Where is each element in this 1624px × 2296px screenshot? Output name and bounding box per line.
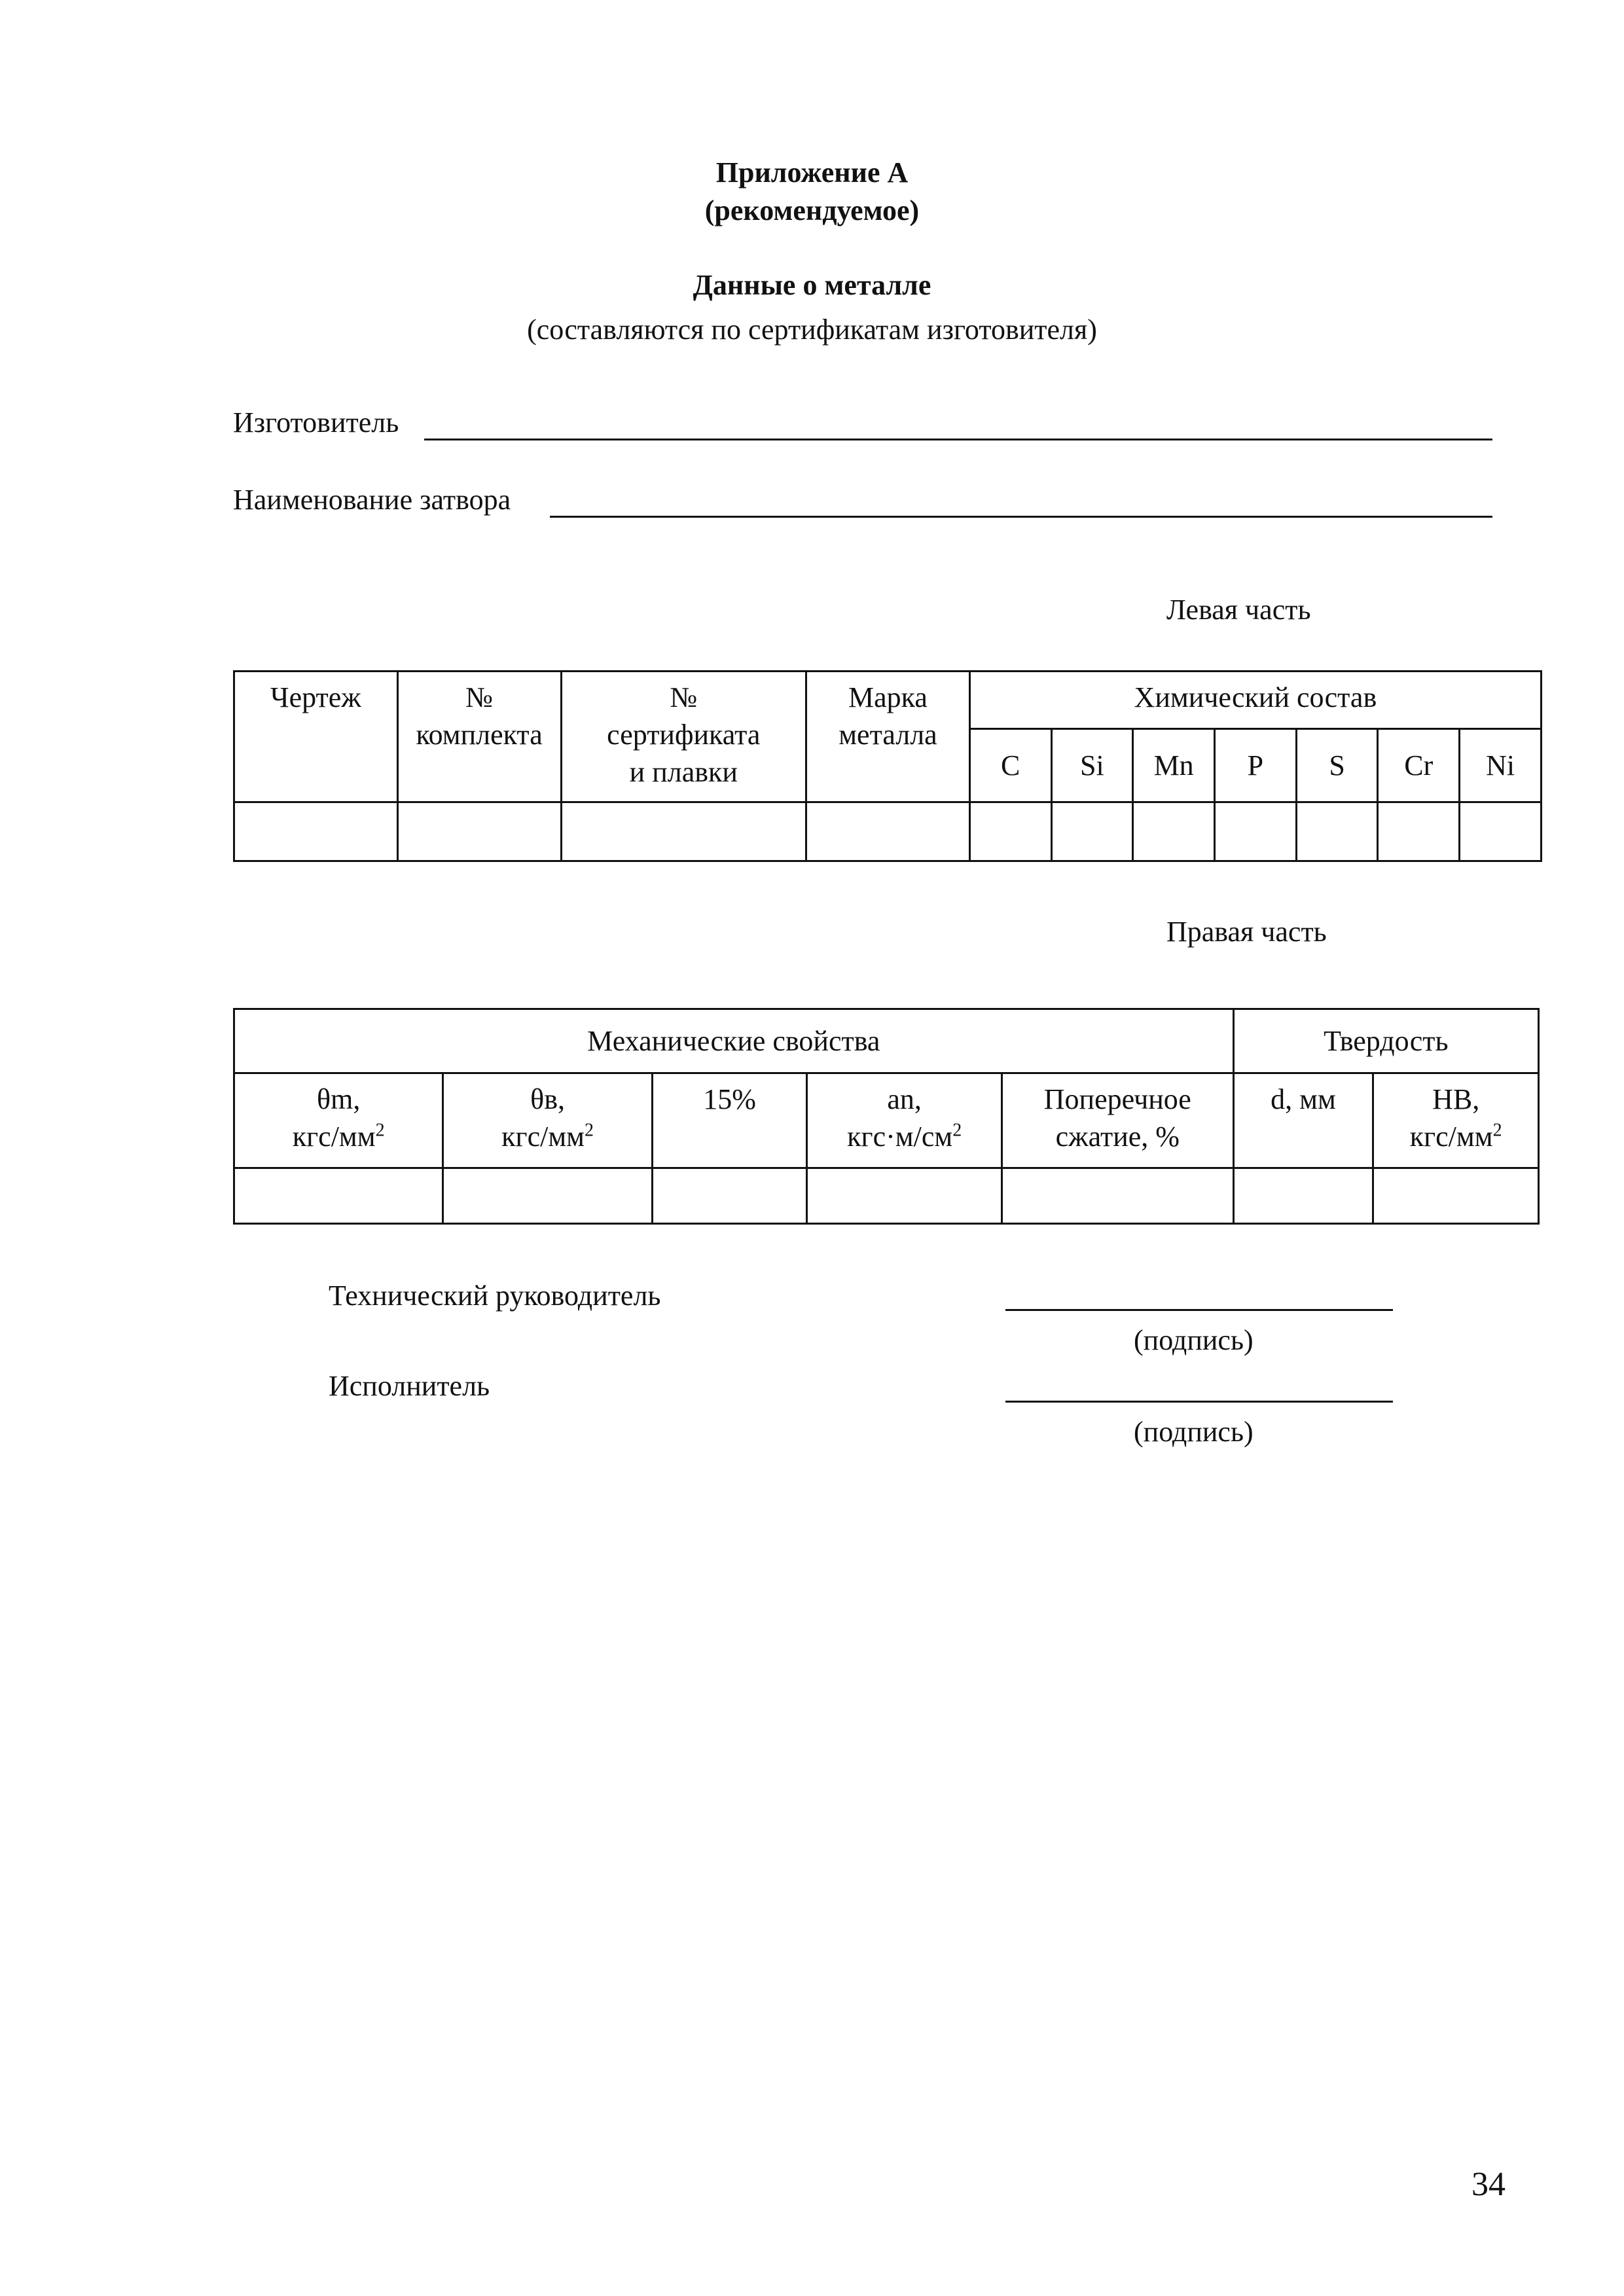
- header-element-s: S: [1296, 729, 1378, 802]
- table-cell[interactable]: [969, 802, 1051, 861]
- executor-label: Исполнитель: [329, 1370, 490, 1402]
- header-certificate-number: № сертификата и плавки: [561, 672, 806, 802]
- executor-signature-line[interactable]: [1005, 1401, 1393, 1403]
- table-cell[interactable]: [1373, 1168, 1539, 1224]
- header-chemical-composition: Химический состав: [969, 672, 1541, 729]
- table-cell[interactable]: [807, 1168, 1002, 1224]
- header-theta-m: θm, кгс/$мм^2$: [234, 1073, 443, 1168]
- executor-signature-caption: (подпись): [1134, 1416, 1254, 1448]
- table-cell[interactable]: [1001, 1168, 1233, 1224]
- tech-head-signature-caption: (подпись): [1134, 1324, 1254, 1356]
- header-transverse-compression: Поперечное сжатие, %: [1001, 1073, 1233, 1168]
- tech-head-signature-line[interactable]: [1005, 1309, 1393, 1311]
- table-row: [234, 802, 1542, 861]
- header-hb: HB, кгс/$мм^2$: [1373, 1073, 1539, 1168]
- left-part-caption: Левая часть: [1166, 594, 1311, 626]
- table-cell[interactable]: [443, 1168, 652, 1224]
- table-cell[interactable]: [806, 802, 970, 861]
- table-cell[interactable]: [1215, 802, 1297, 861]
- appendix-title: Приложение А: [715, 156, 909, 188]
- table-cell[interactable]: [1051, 802, 1133, 861]
- header-element-c: C: [969, 729, 1051, 802]
- table-cell[interactable]: [1460, 802, 1542, 861]
- header-element-p: P: [1215, 729, 1297, 802]
- document-subtitle: (составляются по сертификатам изготовителя): [527, 314, 1097, 346]
- table-cell[interactable]: [234, 802, 398, 861]
- manufacturer-field[interactable]: [424, 439, 1492, 440]
- header-element-mn: Mn: [1133, 729, 1215, 802]
- metal-chem-table: [233, 670, 1542, 862]
- header-element-cr: Cr: [1378, 729, 1460, 802]
- table-cell[interactable]: [1233, 1168, 1373, 1224]
- header-set-number: № комплекта: [397, 672, 561, 802]
- manufacturer-label: Изготовитель: [233, 406, 399, 439]
- header-element-ni: Ni: [1460, 729, 1542, 802]
- header-theta-v: θв, кгс/$мм^2$: [443, 1073, 652, 1168]
- table-cell[interactable]: [1296, 802, 1378, 861]
- header-mechanical-properties: Механические свойства: [234, 1009, 1234, 1073]
- table-cell[interactable]: [561, 802, 806, 861]
- header-hardness: Твердость: [1233, 1009, 1538, 1073]
- header-metal-grade: Марка металла: [806, 672, 970, 802]
- table-cell[interactable]: [397, 802, 561, 861]
- right-part-caption: Правая часть: [1166, 916, 1327, 948]
- gate-name-field[interactable]: [550, 516, 1492, 518]
- appendix-type: (рекомендуемое): [704, 194, 920, 226]
- table-row: [234, 1168, 1539, 1224]
- header-impact-strength: an, $кгс\cdot м/см^2$: [807, 1073, 1002, 1168]
- document-title: Данные о металле: [693, 269, 931, 301]
- header-drawing: Чертеж: [234, 672, 398, 802]
- table-cell[interactable]: [1133, 802, 1215, 861]
- header-d-mm: d, мм: [1233, 1073, 1373, 1168]
- header-element-si: Si: [1051, 729, 1133, 802]
- header-elongation: 15%: [652, 1073, 807, 1168]
- table-cell[interactable]: [234, 1168, 443, 1224]
- table-cell[interactable]: [1378, 802, 1460, 861]
- metal-mech-table: [233, 1008, 1540, 1225]
- table-cell[interactable]: [652, 1168, 807, 1224]
- page-number: 34: [1471, 2166, 1506, 2203]
- tech-head-label: Технический руководитель: [329, 1280, 661, 1312]
- gate-name-label: Наименование затвора: [233, 484, 511, 516]
